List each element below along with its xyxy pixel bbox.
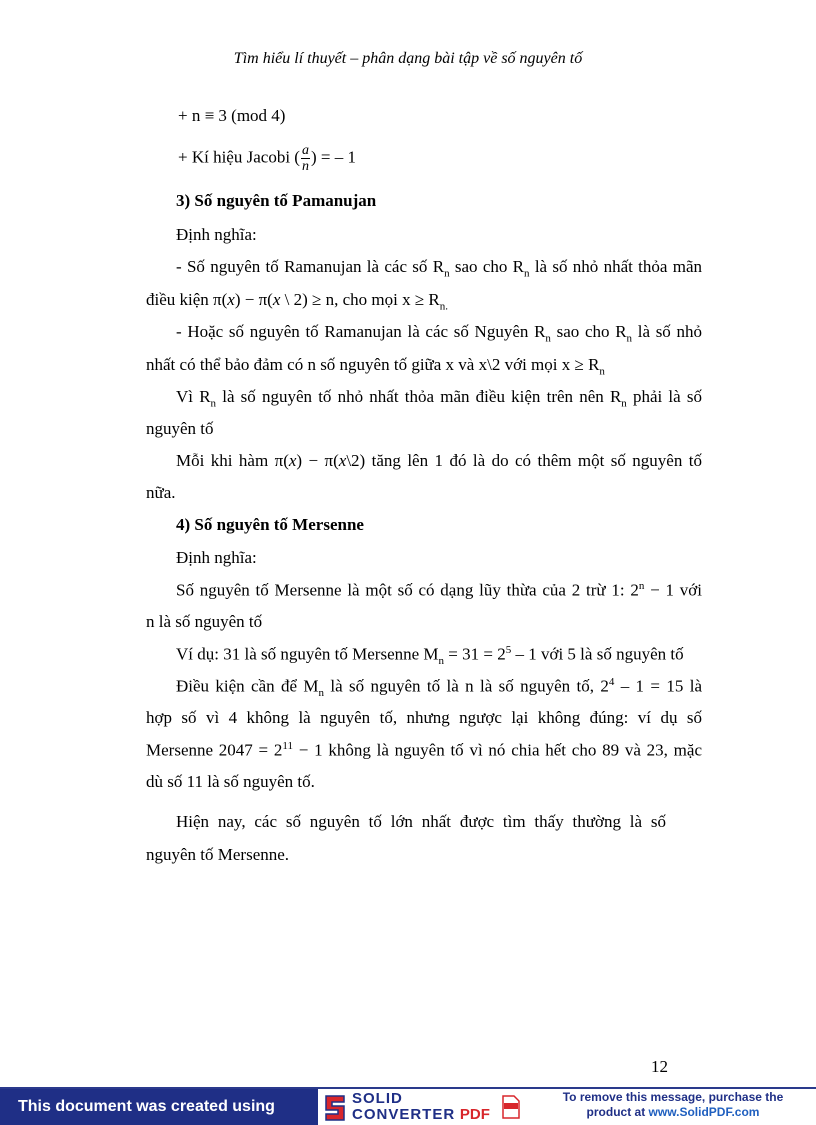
jacobi-numerator: a (301, 143, 309, 158)
text: \2) tăng lên 1 đó là do có thêm một số nguyên tố (346, 451, 702, 470)
ramanujan-p1-line1 (176, 257, 702, 279)
banner-right-prefix: product at (586, 1105, 649, 1119)
text: sao cho R (550, 322, 627, 341)
superscript: n (638, 580, 645, 592)
text: Điều kiện cần để M (176, 676, 319, 696)
var: x (227, 290, 235, 309)
text: sao cho R (449, 257, 525, 276)
solid-converter-logo (322, 1092, 522, 1124)
text: Số nguyên tố Mersenne là một số có dạng lũy thừa của 2 trừ 1: 2 (176, 580, 639, 600)
jacobi-fraction (301, 143, 310, 174)
text: − 1 với (644, 580, 702, 600)
text: Mersenne 2047 = 2 (146, 740, 283, 760)
heading-ramanujan: 3) Số nguyên tố Pamanujan (176, 191, 377, 210)
subscript: n (210, 397, 217, 410)
subscript: n (545, 332, 551, 345)
text: − 1 không là nguyên tố vì nó chia hết cho 89 và 23, mặc (293, 740, 702, 760)
ramanujan-p4-line1 (176, 451, 702, 471)
logo-solid: SOLID (352, 1090, 403, 1107)
subscript: n (621, 397, 627, 410)
text: nhất có thể bảo đảm có n số nguyên tố giữa x và x\2 với mọi x ≥ R (146, 355, 600, 374)
ramanujan-p3-line1 (176, 387, 702, 409)
superscript: 4 (608, 676, 615, 688)
text: ) − π( (234, 290, 273, 309)
text: – 1 với 5 là số nguyên tố (511, 644, 684, 664)
mersenne-p1-line2: n là số nguyên tố (146, 612, 263, 631)
banner-right-text (530, 1090, 816, 1120)
superscript: 11 (282, 740, 293, 752)
ramanujan-p4-line2: nữa. (146, 483, 176, 502)
mersenne-example (176, 644, 684, 667)
text: – 1 = 15 là (614, 676, 702, 696)
heading-mersenne: 4) Số nguyên tố Mersenne (176, 515, 364, 534)
ramanujan-p2-line1 (176, 322, 702, 344)
text: điều kiện π( (146, 290, 228, 309)
ramanujan-p3-line2: nguyên tố (146, 419, 214, 438)
var: x (338, 451, 347, 470)
subscript: n (318, 687, 325, 700)
subscript: n (438, 655, 445, 668)
line-jacobi (178, 143, 356, 174)
solidpdf-link[interactable]: www.SolidPDF.com (648, 1105, 760, 1119)
mersenne-p1-line1 (176, 580, 702, 601)
watermark-banner (0, 1087, 816, 1125)
mersenne-cond-line1 (176, 676, 702, 699)
text: là số nhỏ (632, 322, 702, 341)
line-mod: + n ≡ 3 (mod 4) (178, 106, 286, 125)
mersenne-cond-line3 (146, 740, 702, 761)
ramanujan-p2-line2 (146, 355, 605, 377)
definition-label-2: Định nghĩa: (176, 548, 257, 567)
ramanujan-p1-line2 (146, 290, 448, 312)
banner-left-text: This document was created using (0, 1089, 318, 1125)
text: \ 2) ≥ n, cho mọi x ≥ R (280, 290, 440, 309)
text: Vì R (176, 387, 211, 406)
text: = 31 = 2 (444, 644, 506, 664)
text: là số nguyên tố là n là số nguyên tố, 2 (324, 676, 609, 696)
subscript: n (626, 332, 633, 345)
logo-text (352, 1091, 490, 1122)
definition-label-1: Định nghĩa: (176, 225, 257, 244)
jacobi-denominator: n (301, 159, 309, 174)
text: là số nhỏ nhất thỏa mãn (529, 257, 702, 276)
logo-mark-icon (322, 1094, 348, 1122)
running-header: Tìm hiểu lí thuyết – phân dạng bài tập về số nguyên tố (233, 50, 583, 67)
var: x (288, 451, 297, 470)
logo-converter-row (352, 1106, 490, 1122)
subscript: n (524, 267, 530, 280)
banner-right-line1: To remove this message, purchase the (562, 1090, 784, 1104)
jacobi-suffix: ) = – 1 (310, 147, 356, 167)
subscript: n. (439, 300, 448, 313)
text: ) − π( (296, 451, 339, 470)
text: - Hoặc số nguyên tố Ramanujan là các số Nguyên R (176, 322, 546, 341)
subscript: n (599, 365, 605, 378)
jacobi-prefix: + Kí hiệu Jacobi ( (178, 147, 300, 167)
final-line1: Hiện nay, các số nguyên tố lớn nhất được tìm thấy thường là số (176, 812, 666, 831)
superscript: 5 (505, 644, 512, 656)
page-number: 12 (651, 1057, 668, 1076)
text: Mỗi khi hàm π( (176, 451, 289, 470)
final-line2: nguyên tố Mersenne. (146, 845, 290, 864)
text: - Số nguyên tố Ramanujan là các số R (176, 257, 445, 276)
text: là số nguyên tố nhỏ nhất thỏa mãn điều kiện trên nên R (216, 387, 622, 406)
banner-right-line2 (530, 1105, 816, 1120)
text: Ví dụ: 31 là số nguyên tố Mersenne M (176, 644, 439, 664)
var: x (272, 290, 281, 309)
mersenne-cond-line4: dù số 11 là số nguyên tố. (146, 772, 315, 791)
text: phải là số (626, 387, 702, 406)
logo-converter: CONVERTER (352, 1106, 456, 1123)
logo-pdf: PDF (459, 1106, 490, 1123)
mersenne-cond-line2: hợp số vì 4 không là nguyên tố, nhưng ngược lại không đúng: ví dụ số (146, 708, 702, 727)
subscript: n (444, 267, 450, 280)
pdf-document-icon (502, 1095, 520, 1119)
